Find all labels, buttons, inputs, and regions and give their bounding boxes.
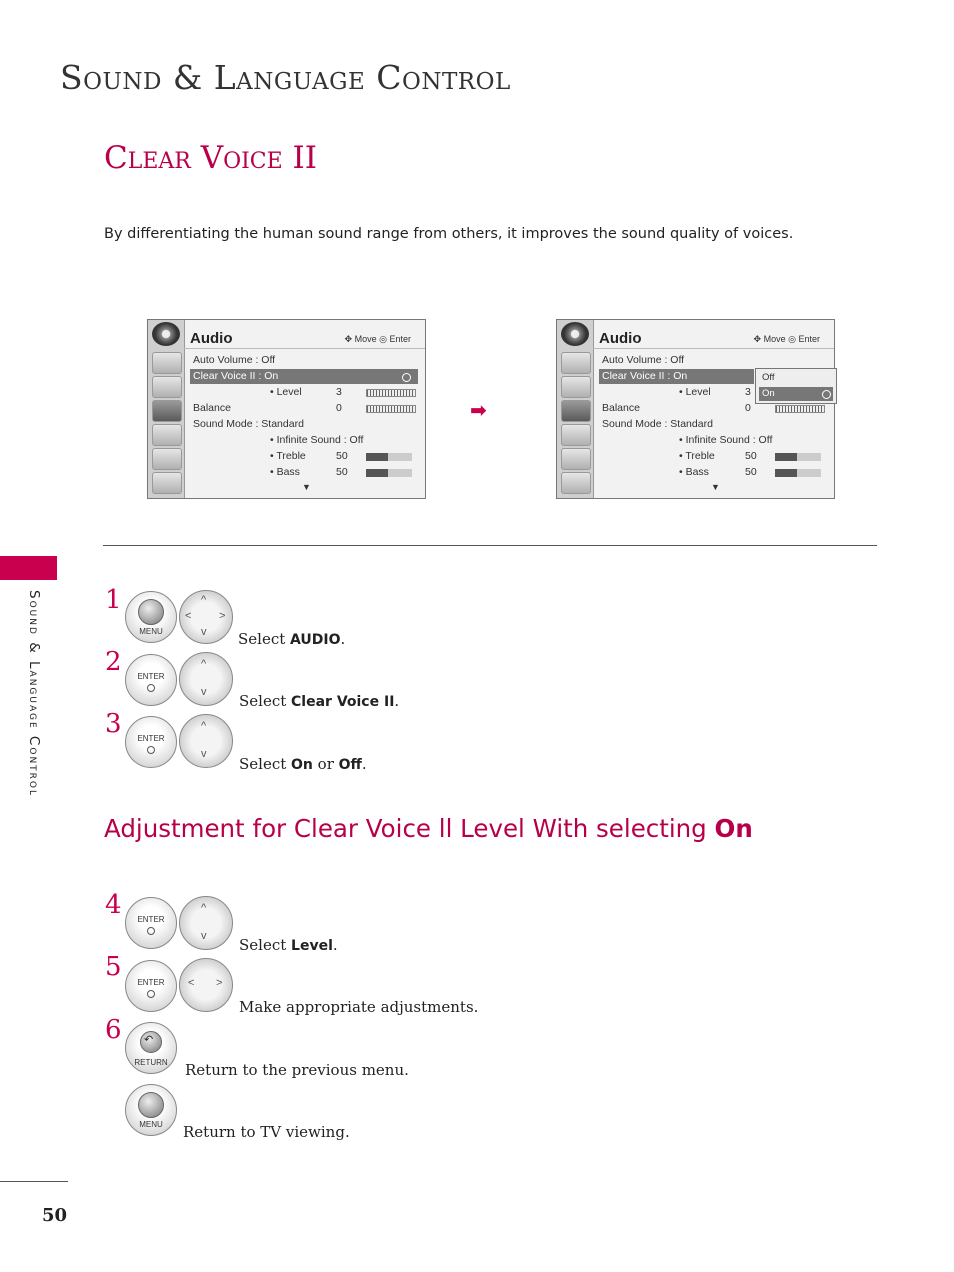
up-arrow-icon: ^ [201,594,207,606]
option-on[interactable]: On [762,388,775,399]
lock-icon [561,448,591,470]
audio-icon [561,400,591,422]
menu-button[interactable]: MENU [125,1084,177,1136]
menu-title: Audio [599,330,642,347]
up-down-pad[interactable] [179,652,233,706]
move-icon: ✥ [344,334,353,344]
sidebar-label: Sound & Language Control [26,590,42,798]
row-auto-volume[interactable]: Auto Volume : Off [193,354,276,366]
row-sound-mode[interactable]: Sound Mode : Standard [193,418,304,430]
picture-icon [561,376,591,398]
row-balance-value: 0 [336,402,342,414]
step-5-text: Make appropriate adjustments. [239,998,479,1016]
option-icon [561,472,591,494]
subheading: Adjustment for Clear Voice ll Level With selecting On [104,814,753,843]
row-sound-mode[interactable]: Sound Mode : Standard [602,418,713,430]
radio-icon [402,373,411,382]
row-bass-label[interactable]: • Bass [679,466,709,478]
down-arrow-icon: v [201,686,207,698]
option-off[interactable]: Off [762,372,775,383]
clock-icon [561,424,591,446]
balance-slider[interactable] [366,405,416,413]
row-treble-value: 50 [336,450,348,462]
page-footer-line [0,1181,68,1182]
step-4-text: Select Level. [239,936,338,954]
up-arrow-icon: ^ [201,658,207,670]
menu-icon-column [557,320,594,498]
row-level-label[interactable]: • Level [270,386,302,398]
menu-hint: ✥ Move ◎ Enter [753,334,820,344]
speaker-icon [561,322,589,346]
left-arrow-icon: < [188,977,195,989]
nav-pad[interactable] [179,590,233,644]
row-bass-value: 50 [336,466,348,478]
enter-icon: ◎ [379,334,387,344]
row-treble-label[interactable]: • Treble [679,450,715,462]
move-icon: ✥ [753,334,762,344]
option-icon [152,472,182,494]
step-number: 6 [105,1015,122,1045]
right-arrow-icon: > [216,977,223,989]
row-level-label[interactable]: • Level [679,386,711,398]
level-slider[interactable] [366,389,416,397]
step-1-text: Select AUDIO. [238,630,346,648]
right-arrow-icon: > [219,610,226,622]
step-number: 2 [105,647,122,677]
treble-slider[interactable] [366,453,412,461]
row-level-value: 3 [336,386,342,398]
page-heading: Clear Voice II [104,140,318,176]
step-7-text: Return to TV viewing. [183,1123,350,1141]
lock-icon [152,448,182,470]
disc-icon [152,352,182,374]
up-arrow-icon: ^ [201,902,207,914]
treble-slider[interactable] [775,453,821,461]
return-button[interactable]: ↶ RETURN [125,1022,177,1074]
bass-slider[interactable] [366,469,412,477]
step-number: 4 [105,890,122,920]
audio-icon [152,400,182,422]
section-title: Sound & Language Control [60,58,511,97]
menu-button[interactable]: MENU [125,591,177,643]
row-bass-value: 50 [745,466,757,478]
step-6-text: Return to the previous menu. [185,1061,409,1079]
row-infinite-sound[interactable]: • Infinite Sound : Off [270,434,364,446]
menu-icon-column [148,320,185,498]
speaker-icon [152,322,180,346]
step-2-text: Select Clear Voice II. [239,692,400,710]
row-clear-voice[interactable]: Clear Voice II : On [602,370,688,382]
audio-menu-before [147,319,426,499]
step-3-text: Select On or Off. [239,755,367,773]
page-number: 50 [42,1205,68,1226]
return-icon: ↶ [144,1034,154,1046]
step-number: 3 [105,709,122,739]
up-down-pad[interactable] [179,714,233,768]
enter-button[interactable]: ENTER [125,716,177,768]
enter-button[interactable]: ENTER [125,654,177,706]
scroll-down-icon[interactable]: ▼ [711,482,720,492]
up-arrow-icon: ^ [201,720,207,732]
intro-text: By differentiating the human sound range from others, it improves the sound quality of voices. [104,226,794,242]
clock-icon [152,424,182,446]
row-balance-label[interactable]: Balance [193,402,231,414]
left-right-pad[interactable] [179,958,233,1012]
row-treble-label[interactable]: • Treble [270,450,306,462]
step-number: 5 [105,952,122,982]
menu-title: Audio [190,330,233,347]
bass-slider[interactable] [775,469,821,477]
menu-hint: ✥ Move ◎ Enter [344,334,411,344]
left-arrow-icon: < [185,610,192,622]
down-arrow-icon: v [201,930,207,942]
audio-menu-after [556,319,835,499]
row-treble-value: 50 [745,450,757,462]
row-clear-voice[interactable]: Clear Voice II : On [193,370,279,382]
picture-icon [152,376,182,398]
down-arrow-icon: v [201,626,207,638]
row-infinite-sound[interactable]: • Infinite Sound : Off [679,434,773,446]
row-auto-volume[interactable]: Auto Volume : Off [602,354,685,366]
clear-voice-popup [755,368,837,404]
row-balance-value: 0 [745,402,751,414]
down-arrow-icon: v [201,748,207,760]
row-bass-label[interactable]: • Bass [270,466,300,478]
section-divider [103,545,877,546]
row-balance-label[interactable]: Balance [602,402,640,414]
arrow-right-icon: ➡ [470,400,487,422]
enter-button[interactable]: ENTER [125,897,177,949]
sidebar-tab [0,556,57,580]
enter-button[interactable]: ENTER [125,960,177,1012]
radio-icon [822,390,831,399]
balance-slider[interactable] [775,405,825,413]
scroll-down-icon[interactable]: ▼ [302,482,311,492]
enter-icon: ◎ [788,334,796,344]
up-down-pad[interactable] [179,896,233,950]
row-level-value: 3 [745,386,751,398]
step-number: 1 [105,585,122,615]
disc-icon [561,352,591,374]
